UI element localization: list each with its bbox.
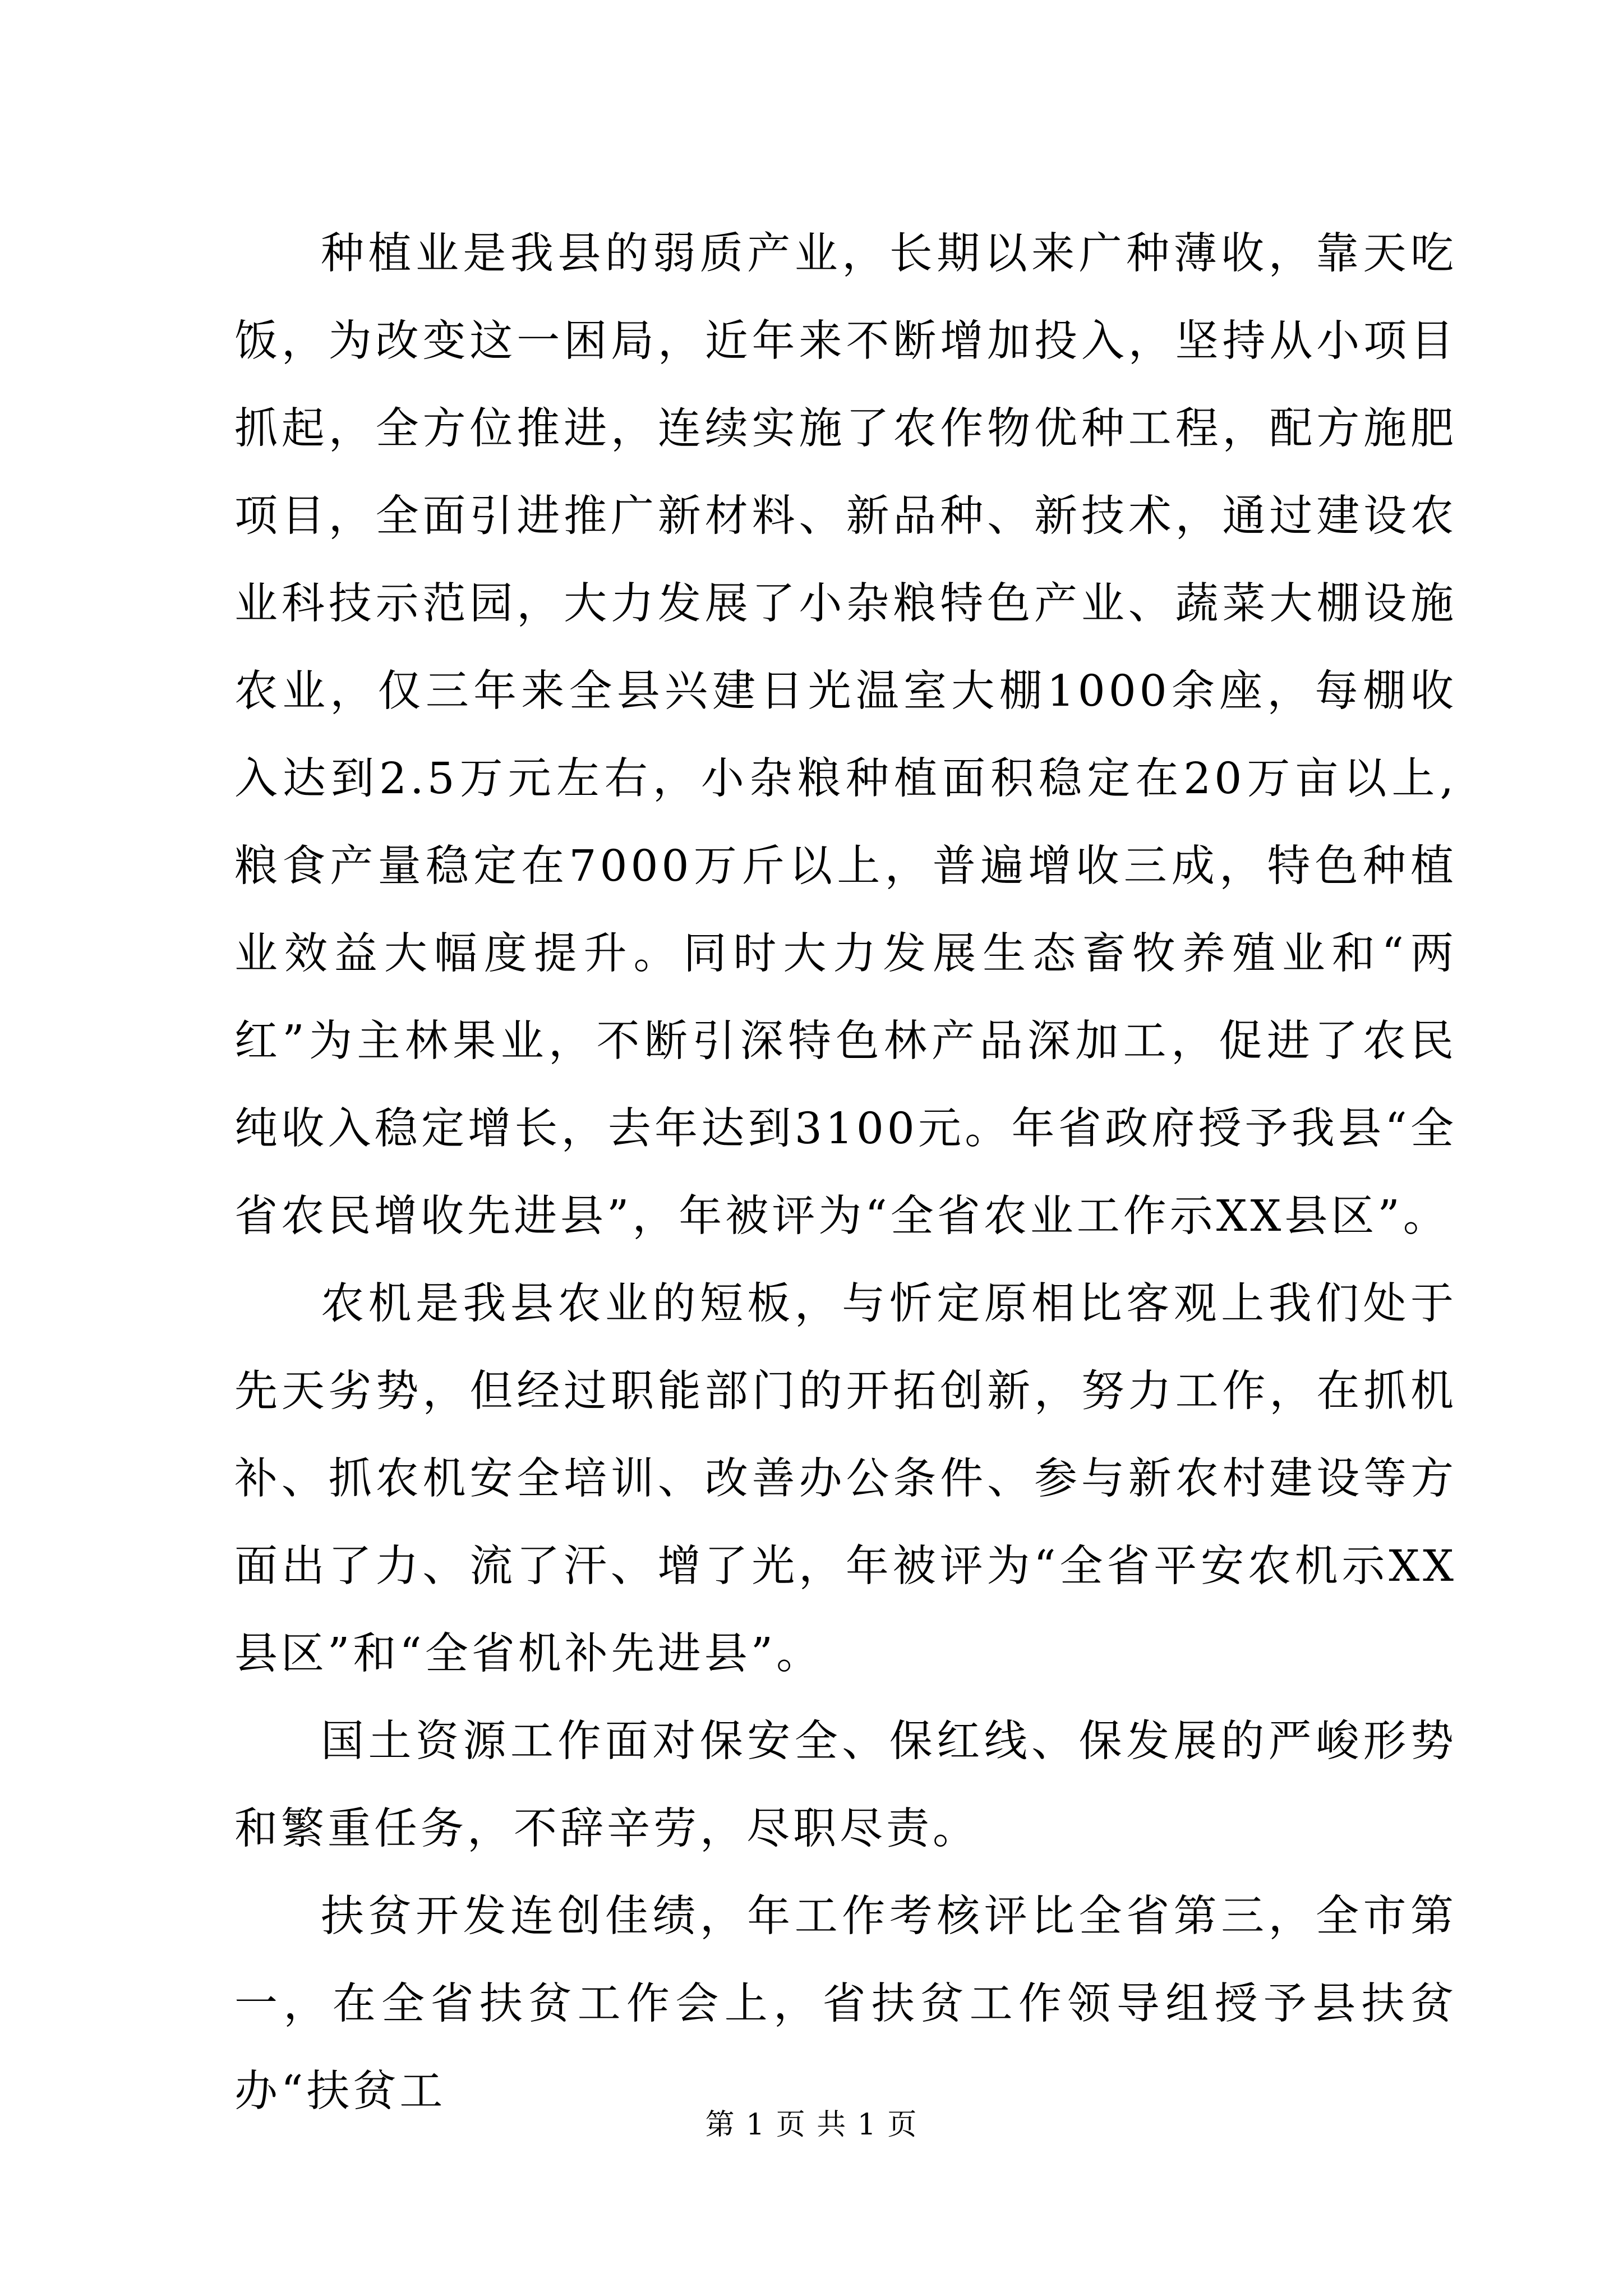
page-number-footer: 第 1 页 共 1 页 xyxy=(705,2108,918,2142)
paragraph-planting: 种植业是我县的弱质产业，长期以来广种薄收，靠天吃饭，为改变这一困局，近年来不断增加投入，坚持从小项目抓起，全方位推进，连续实施了农作物优种工程，配方施肥项目，全面引进推广新材料、新品种、新技术，通过建设农业科技示范园，大力发展了小杂粮特色产业、蔬菜大棚设施农业，仅三年来全县兴建日光温室大棚1000余座，每棚收入达到2.5万元左右，小杂粮种植面积稳定在20万亩以上,粮食产量稳定在7000万斤以上，普遍增收三成，特色种植业效益大幅度提升。同时大力发展生态畜牧养殖业和“两红”为主林果业，不断引深特色林产品深加工，促进了农民纯收入稳定增长，去年达到3100元。年省政府授予我县“全省农民增收先进县”，年被评为“全省农业工作示XX县区”。 xyxy=(234,229,1457,1241)
paragraph-land-resources: 国土资源工作面对保安全、保红线、保发展的严峻形势和繁重任务，不辞辛劳，尽职尽责。 xyxy=(234,1717,1457,1854)
document-body xyxy=(234,210,1457,2136)
paragraph-poverty-alleviation: 扶贫开发连创佳绩，年工作考核评比全省第三，全市第一，在全省扶贫工作会上，省扶贫工作领导组授予县扶贫办“扶贫工 xyxy=(234,1892,1457,2116)
paragraph-agri-machinery: 农机是我县农业的短板，与忻定原相比客观上我们处于先天劣势，但经过职能部门的开拓创新，努力工作，在抓机补、抓农机安全培训、改善办公条件、参与新农村建设等方面出了力、流了汗、增了光，年被评为“全省平安农机示XX县区”和“全省机补先进县”。 xyxy=(234,1279,1457,1679)
